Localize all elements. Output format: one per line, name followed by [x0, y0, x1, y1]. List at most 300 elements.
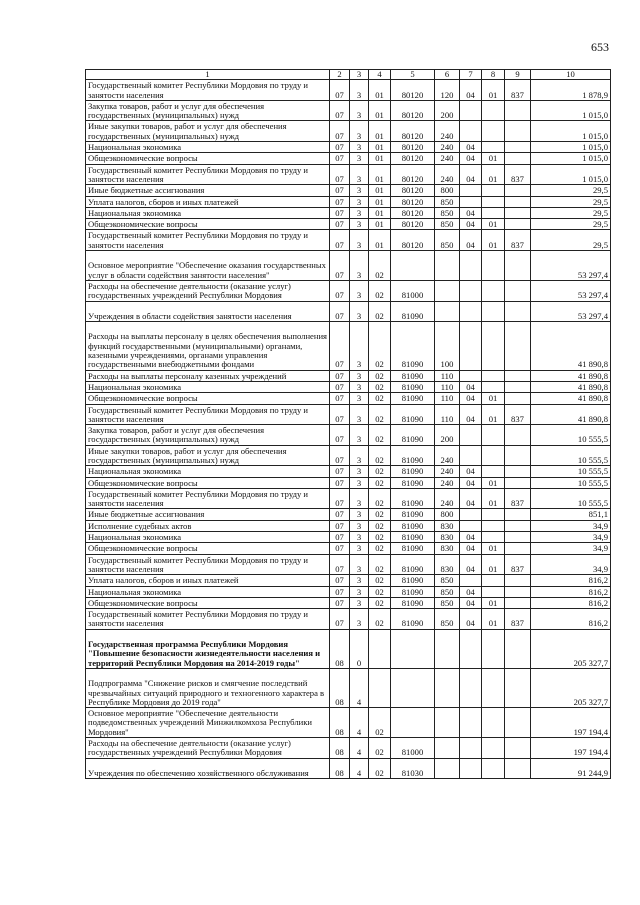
table-row [86, 597, 611, 608]
code-direction-cell: 80120 [391, 207, 435, 218]
code-direction-cell: 81090 [391, 466, 435, 477]
table-row [86, 393, 611, 404]
item-name-cell: Общеэкономические вопросы [86, 477, 330, 488]
code-direction-cell: 81090 [391, 575, 435, 586]
code-subsection-cell [482, 301, 505, 322]
code-event-cell: 02 [369, 532, 391, 543]
code-subprogram-cell: 3 [350, 164, 369, 185]
code-section-cell: 04 [460, 543, 482, 554]
table-row [86, 708, 611, 738]
amount-cell: 10 555,5 [531, 477, 611, 488]
code-subprogram-cell: 4 [350, 708, 369, 738]
code-direction-cell: 80120 [391, 164, 435, 185]
table-row [86, 121, 611, 142]
table-row [86, 668, 611, 707]
item-name-cell: Государственный комитет Республики Мордовия по труду и занятости населения [86, 164, 330, 185]
code-ministry-cell [505, 708, 531, 738]
amount-cell: 10 555,5 [531, 445, 611, 466]
code-subsection-cell [482, 708, 505, 738]
table-body [86, 80, 611, 779]
code-subsection-cell [482, 738, 505, 759]
code-direction-cell: 81090 [391, 425, 435, 446]
code-event-cell: 02 [369, 477, 391, 488]
page-number: 653 [591, 40, 609, 54]
code-program-cell: 07 [330, 597, 350, 608]
code-program-cell: 07 [330, 322, 350, 371]
code-subprogram-cell: 4 [350, 758, 369, 779]
code-program-cell: 07 [330, 404, 350, 425]
code-ministry-cell [505, 142, 531, 153]
code-program-cell: 07 [330, 575, 350, 586]
code-subprogram-cell: 3 [350, 381, 369, 392]
amount-cell: 197 194,4 [531, 738, 611, 759]
code-expense-type-cell: 240 [435, 466, 460, 477]
code-subsection-cell [482, 668, 505, 707]
amount-cell: 34,9 [531, 554, 611, 575]
table-row [86, 532, 611, 543]
code-program-cell: 07 [330, 509, 350, 520]
code-program-cell: 07 [330, 153, 350, 164]
table-row [86, 196, 611, 207]
code-expense-type-cell: 240 [435, 153, 460, 164]
code-section-cell [460, 758, 482, 779]
item-name-cell: Государственный комитет Республики Мордовия по труду и занятости населения [86, 488, 330, 509]
code-section-cell [460, 708, 482, 738]
code-program-cell: 07 [330, 196, 350, 207]
code-expense-type-cell [435, 629, 460, 668]
header-cell: 9 [505, 70, 531, 80]
code-subprogram-cell: 3 [350, 207, 369, 218]
amount-cell: 1 015,0 [531, 164, 611, 185]
item-name-cell: Уплата налогов, сборов и иных платежей [86, 196, 330, 207]
code-subprogram-cell: 3 [350, 219, 369, 230]
code-direction-cell: 81090 [391, 381, 435, 392]
code-section-cell [460, 425, 482, 446]
code-ministry-cell [505, 477, 531, 488]
code-direction-cell: 80120 [391, 219, 435, 230]
code-event-cell: 02 [369, 708, 391, 738]
table-row [86, 381, 611, 392]
amount-cell: 34,9 [531, 520, 611, 531]
code-event-cell: 01 [369, 121, 391, 142]
code-program-cell: 07 [330, 121, 350, 142]
amount-cell: 34,9 [531, 532, 611, 543]
code-section-cell: 04 [460, 393, 482, 404]
code-expense-type-cell: 800 [435, 185, 460, 196]
table-row [86, 80, 611, 101]
code-subprogram-cell: 3 [350, 586, 369, 597]
item-name-cell: Общеэкономические вопросы [86, 543, 330, 554]
table-row [86, 370, 611, 381]
code-event-cell: 02 [369, 543, 391, 554]
item-name-cell: Учреждения по обеспечению хозяйственного обслуживания [86, 758, 330, 779]
code-program-cell: 07 [330, 280, 350, 301]
code-ministry-cell: 837 [505, 488, 531, 509]
code-section-cell [460, 445, 482, 466]
code-ministry-cell [505, 381, 531, 392]
table-row [86, 445, 611, 466]
code-direction-cell: 81000 [391, 738, 435, 759]
table-row [86, 230, 611, 251]
table-row [86, 301, 611, 322]
code-expense-type-cell: 120 [435, 80, 460, 101]
amount-cell: 1 015,0 [531, 100, 611, 121]
code-subprogram-cell: 3 [350, 393, 369, 404]
code-ministry-cell: 837 [505, 554, 531, 575]
code-ministry-cell [505, 153, 531, 164]
item-name-cell: Иные бюджетные ассигнования [86, 509, 330, 520]
code-expense-type-cell: 850 [435, 230, 460, 251]
code-ministry-cell [505, 207, 531, 218]
code-ministry-cell: 837 [505, 230, 531, 251]
item-name-cell: Расходы на обеспечение деятельности (оказание услуг) государственных учреждений Республики Мордовия [86, 738, 330, 759]
table-row [86, 609, 611, 630]
amount-cell: 41 890,8 [531, 322, 611, 371]
code-expense-type-cell: 240 [435, 445, 460, 466]
code-ministry-cell [505, 196, 531, 207]
code-event-cell: 02 [369, 404, 391, 425]
code-event-cell: 02 [369, 758, 391, 779]
amount-cell: 816,2 [531, 597, 611, 608]
table-header-row [86, 70, 611, 80]
header-cell: 5 [391, 70, 435, 80]
code-expense-type-cell [435, 251, 460, 281]
code-subsection-cell [482, 100, 505, 121]
amount-cell: 53 297,4 [531, 301, 611, 322]
code-event-cell: 01 [369, 100, 391, 121]
code-expense-type-cell: 100 [435, 322, 460, 371]
amount-cell: 10 555,5 [531, 488, 611, 509]
amount-cell: 816,2 [531, 575, 611, 586]
table-row [86, 520, 611, 531]
code-event-cell: 01 [369, 153, 391, 164]
code-direction-cell: 80120 [391, 230, 435, 251]
code-program-cell: 07 [330, 393, 350, 404]
code-section-cell: 04 [460, 404, 482, 425]
code-subprogram-cell: 3 [350, 425, 369, 446]
code-event-cell: 02 [369, 609, 391, 630]
amount-cell: 816,2 [531, 586, 611, 597]
code-subsection-cell: 01 [482, 477, 505, 488]
code-ministry-cell [505, 393, 531, 404]
code-section-cell: 04 [460, 207, 482, 218]
amount-cell: 10 555,5 [531, 466, 611, 477]
code-direction-cell: 81090 [391, 301, 435, 322]
code-ministry-cell [505, 445, 531, 466]
code-program-cell: 07 [330, 100, 350, 121]
code-section-cell [460, 301, 482, 322]
code-direction-cell: 81090 [391, 597, 435, 608]
item-name-cell: Общеэкономические вопросы [86, 153, 330, 164]
code-section-cell: 04 [460, 230, 482, 251]
code-ministry-cell [505, 586, 531, 597]
code-section-cell: 04 [460, 164, 482, 185]
code-direction-cell: 81090 [391, 445, 435, 466]
amount-cell: 41 890,8 [531, 381, 611, 392]
code-ministry-cell [505, 520, 531, 531]
item-name-cell: Закупка товаров, работ и услуг для обеспечения государственных (муниципальных) нужд [86, 425, 330, 446]
code-program-cell: 07 [330, 477, 350, 488]
code-expense-type-cell: 110 [435, 393, 460, 404]
code-expense-type-cell: 850 [435, 207, 460, 218]
item-name-cell: Иные бюджетные ассигнования [86, 185, 330, 196]
code-subprogram-cell: 3 [350, 575, 369, 586]
code-subsection-cell [482, 251, 505, 281]
table-row [86, 404, 611, 425]
amount-cell: 29,5 [531, 230, 611, 251]
item-name-cell: Закупка товаров, работ и услуг для обеспечения государственных (муниципальных) нужд [86, 100, 330, 121]
table-row [86, 738, 611, 759]
item-name-cell: Государственный комитет Республики Мордовия по труду и занятости населения [86, 554, 330, 575]
code-direction-cell: 81090 [391, 609, 435, 630]
code-event-cell: 02 [369, 488, 391, 509]
code-subsection-cell: 01 [482, 230, 505, 251]
code-subprogram-cell: 3 [350, 466, 369, 477]
code-expense-type-cell: 850 [435, 575, 460, 586]
code-expense-type-cell: 830 [435, 520, 460, 531]
code-event-cell: 01 [369, 80, 391, 101]
code-direction-cell [391, 668, 435, 707]
code-expense-type-cell: 240 [435, 164, 460, 185]
code-event-cell: 02 [369, 370, 391, 381]
code-expense-type-cell [435, 758, 460, 779]
code-subprogram-cell: 3 [350, 532, 369, 543]
code-subprogram-cell: 3 [350, 121, 369, 142]
code-subsection-cell [482, 185, 505, 196]
code-expense-type-cell [435, 280, 460, 301]
code-direction-cell: 81090 [391, 586, 435, 597]
code-program-cell: 08 [330, 708, 350, 738]
item-name-cell: Национальная экономика [86, 142, 330, 153]
code-direction-cell: 81090 [391, 370, 435, 381]
code-subsection-cell [482, 445, 505, 466]
code-ministry-cell: 837 [505, 164, 531, 185]
code-event-cell: 02 [369, 445, 391, 466]
code-subprogram-cell: 3 [350, 196, 369, 207]
code-ministry-cell: 837 [505, 609, 531, 630]
item-name-cell: Основное мероприятие "Обеспечение оказания государственных услуг в области содействия занятости населения" [86, 251, 330, 281]
code-ministry-cell: 837 [505, 80, 531, 101]
amount-cell: 29,5 [531, 196, 611, 207]
code-event-cell: 02 [369, 554, 391, 575]
code-subsection-cell: 01 [482, 543, 505, 554]
code-expense-type-cell: 240 [435, 142, 460, 153]
item-name-cell: Национальная экономика [86, 381, 330, 392]
amount-cell: 29,5 [531, 219, 611, 230]
code-subsection-cell [482, 629, 505, 668]
code-program-cell: 07 [330, 219, 350, 230]
item-name-cell: Национальная экономика [86, 466, 330, 477]
table-row [86, 554, 611, 575]
table-row [86, 280, 611, 301]
code-expense-type-cell: 850 [435, 597, 460, 608]
code-expense-type-cell: 200 [435, 425, 460, 446]
code-ministry-cell [505, 100, 531, 121]
code-event-cell: 02 [369, 575, 391, 586]
header-cell: 1 [86, 70, 330, 80]
code-program-cell: 07 [330, 554, 350, 575]
code-section-cell: 04 [460, 586, 482, 597]
code-subsection-cell: 01 [482, 393, 505, 404]
code-subprogram-cell: 3 [350, 230, 369, 251]
code-subprogram-cell: 3 [350, 445, 369, 466]
code-direction-cell: 81090 [391, 554, 435, 575]
code-subsection-cell [482, 381, 505, 392]
code-program-cell: 07 [330, 586, 350, 597]
item-name-cell: Исполнение судебных актов [86, 520, 330, 531]
code-subprogram-cell: 3 [350, 185, 369, 196]
code-subsection-cell: 01 [482, 80, 505, 101]
code-expense-type-cell [435, 668, 460, 707]
item-name-cell: Уплата налогов, сборов и иных платежей [86, 575, 330, 586]
code-direction-cell: 80120 [391, 185, 435, 196]
table-row [86, 758, 611, 779]
code-ministry-cell [505, 185, 531, 196]
code-direction-cell [391, 251, 435, 281]
code-event-cell: 01 [369, 219, 391, 230]
code-direction-cell: 81030 [391, 758, 435, 779]
code-program-cell: 07 [330, 425, 350, 446]
code-event-cell: 02 [369, 381, 391, 392]
code-subprogram-cell: 3 [350, 322, 369, 371]
code-subsection-cell [482, 322, 505, 371]
code-event-cell: 02 [369, 425, 391, 446]
code-event-cell: 01 [369, 185, 391, 196]
code-event-cell [369, 668, 391, 707]
code-subprogram-cell: 0 [350, 629, 369, 668]
code-subsection-cell: 01 [482, 609, 505, 630]
code-section-cell: 04 [460, 142, 482, 153]
code-program-cell: 07 [330, 466, 350, 477]
item-name-cell: Расходы на выплаты персоналу в целях обеспечения выполнения функций государственными (муниципальными) органами, казенными учреждениями, органами управления государственными внебюджетными фондами [86, 322, 330, 371]
code-subprogram-cell: 3 [350, 477, 369, 488]
amount-cell: 851,1 [531, 509, 611, 520]
code-section-cell [460, 185, 482, 196]
header-cell: 2 [330, 70, 350, 80]
code-direction-cell: 81090 [391, 322, 435, 371]
code-ministry-cell [505, 219, 531, 230]
header-cell: 8 [482, 70, 505, 80]
item-name-cell: Учреждения в области содействия занятости населения [86, 301, 330, 322]
code-ministry-cell [505, 629, 531, 668]
code-program-cell: 08 [330, 629, 350, 668]
code-direction-cell: 81090 [391, 543, 435, 554]
code-ministry-cell [505, 251, 531, 281]
code-ministry-cell [505, 466, 531, 477]
amount-cell: 1 015,0 [531, 153, 611, 164]
code-direction-cell: 80120 [391, 80, 435, 101]
item-name-cell: Иные закупки товаров, работ и услуг для обеспечения государственных (муниципальных) нужд [86, 121, 330, 142]
item-name-cell: Общеэкономические вопросы [86, 597, 330, 608]
code-event-cell: 02 [369, 520, 391, 531]
amount-cell: 41 890,8 [531, 370, 611, 381]
code-section-cell [460, 509, 482, 520]
code-event-cell: 01 [369, 142, 391, 153]
table-row [86, 207, 611, 218]
budget-table [85, 69, 611, 779]
code-ministry-cell: 837 [505, 404, 531, 425]
code-direction-cell: 81090 [391, 488, 435, 509]
code-program-cell: 07 [330, 520, 350, 531]
code-ministry-cell [505, 322, 531, 371]
code-section-cell [460, 668, 482, 707]
code-section-cell: 04 [460, 153, 482, 164]
code-program-cell: 07 [330, 185, 350, 196]
code-subprogram-cell: 3 [350, 100, 369, 121]
code-expense-type-cell [435, 738, 460, 759]
code-expense-type-cell: 850 [435, 586, 460, 597]
code-event-cell: 02 [369, 301, 391, 322]
code-section-cell [460, 738, 482, 759]
code-program-cell: 07 [330, 543, 350, 554]
code-program-cell: 07 [330, 164, 350, 185]
amount-cell: 29,5 [531, 207, 611, 218]
code-direction-cell [391, 629, 435, 668]
header-cell: 3 [350, 70, 369, 80]
code-section-cell: 04 [460, 381, 482, 392]
code-expense-type-cell: 200 [435, 100, 460, 121]
code-ministry-cell [505, 509, 531, 520]
code-program-cell: 08 [330, 738, 350, 759]
code-direction-cell: 81090 [391, 520, 435, 531]
amount-cell: 10 555,5 [531, 425, 611, 446]
item-name-cell: Расходы на выплаты персоналу казенных учреждений [86, 370, 330, 381]
code-section-cell [460, 322, 482, 371]
table-row [86, 142, 611, 153]
code-ministry-cell [505, 738, 531, 759]
code-subprogram-cell: 3 [350, 280, 369, 301]
code-subsection-cell [482, 121, 505, 142]
item-name-cell: Национальная экономика [86, 207, 330, 218]
header-cell: 10 [531, 70, 611, 80]
code-program-cell: 07 [330, 80, 350, 101]
code-section-cell [460, 100, 482, 121]
code-subsection-cell [482, 142, 505, 153]
amount-cell: 1 015,0 [531, 121, 611, 142]
code-event-cell: 02 [369, 393, 391, 404]
header-cell: 7 [460, 70, 482, 80]
code-subsection-cell: 01 [482, 488, 505, 509]
amount-cell: 41 890,8 [531, 404, 611, 425]
code-subprogram-cell: 3 [350, 554, 369, 575]
item-name-cell: Государственный комитет Республики Мордовия по труду и занятости населения [86, 404, 330, 425]
code-event-cell: 01 [369, 230, 391, 251]
code-ministry-cell [505, 575, 531, 586]
code-subprogram-cell: 4 [350, 668, 369, 707]
code-section-cell [460, 370, 482, 381]
code-subprogram-cell: 3 [350, 370, 369, 381]
code-subsection-cell [482, 509, 505, 520]
code-expense-type-cell: 850 [435, 196, 460, 207]
code-expense-type-cell: 240 [435, 488, 460, 509]
code-subprogram-cell: 3 [350, 509, 369, 520]
code-subprogram-cell: 3 [350, 609, 369, 630]
code-expense-type-cell: 850 [435, 609, 460, 630]
code-subprogram-cell: 3 [350, 488, 369, 509]
code-program-cell: 07 [330, 251, 350, 281]
code-ministry-cell [505, 280, 531, 301]
code-expense-type-cell: 110 [435, 370, 460, 381]
code-expense-type-cell [435, 708, 460, 738]
item-name-cell: Общеэкономические вопросы [86, 393, 330, 404]
code-ministry-cell [505, 370, 531, 381]
amount-cell: 205 327,7 [531, 668, 611, 707]
item-name-cell: Иные закупки товаров, работ и услуг для обеспечения государственных (муниципальных) нужд [86, 445, 330, 466]
item-name-cell: Национальная экономика [86, 586, 330, 597]
code-direction-cell: 80120 [391, 153, 435, 164]
code-event-cell: 02 [369, 597, 391, 608]
code-subsection-cell [482, 466, 505, 477]
